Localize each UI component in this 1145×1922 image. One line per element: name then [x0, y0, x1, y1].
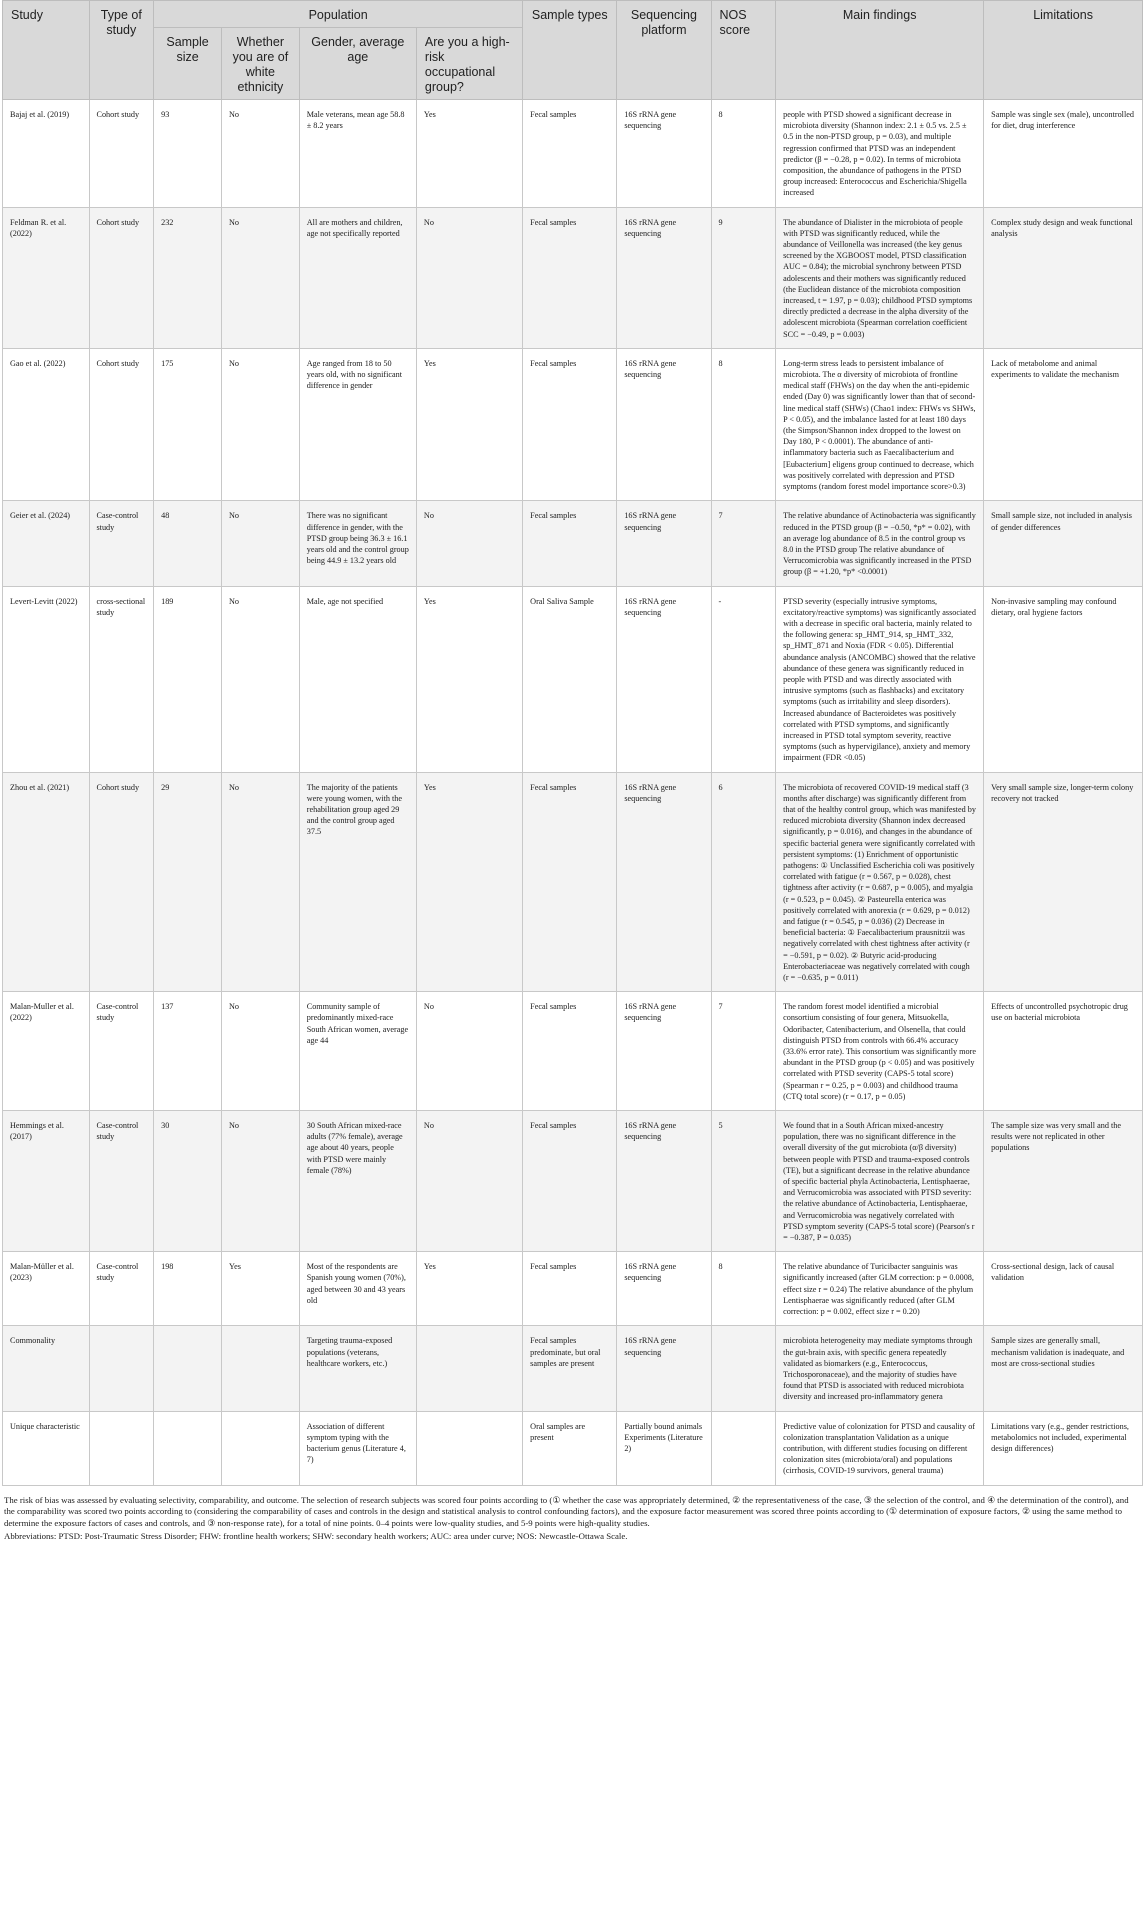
- cell-sample-types: Fecal samples: [523, 772, 617, 992]
- cell-sample-types: Oral samples are present: [523, 1411, 617, 1485]
- cell-occupational: Yes: [416, 100, 522, 208]
- cell-white: No: [222, 348, 300, 500]
- table-row: [3, 586, 1143, 772]
- cell-gender-age: 30 South African mixed-race adults (77% female), average age about 40 years, people with PTSD were mainly female (78%): [299, 1111, 416, 1252]
- header-gender-age: Gender, average age: [299, 28, 416, 100]
- cell-type: [89, 1326, 154, 1411]
- cell-limitations: Complex study design and weak functional analysis: [984, 207, 1143, 348]
- cell-occupational: Yes: [416, 772, 522, 992]
- cell-nos: 8: [711, 100, 776, 208]
- cell-nos: 9: [711, 207, 776, 348]
- cell-limitations: Sample was single sex (male), uncontrolled for diet, drug interference: [984, 100, 1143, 208]
- header-limitations: Limitations: [984, 1, 1143, 100]
- cell-limitations: Small sample size, not included in analysis of gender differences: [984, 501, 1143, 586]
- cell-findings: Long-term stress leads to persistent imbalance of microbiota. The α diversity of microbiota of frontline medical staff (FHWs) on the day when the anti-epidemic ended (Day 0) was significantly lower than that of second-line medical staff (SHWs) (Chao1 index: FHWs vs SHWs, P < 0.05), and the imbalance lasted for at least 180 days (the Simpson/Shannon index dropped to the lowest on Day 180, P < 0.0001). The abundance of anti-inflammatory bacteria such as Faecalibacterium and [Eubacterium] eligens group continued to decrease, which was positively correlated with depression and PTSD symptoms (random forest model importance score>0.3): [776, 348, 984, 500]
- cell-nos: 7: [711, 501, 776, 586]
- cell-sample-types: Fecal samples: [523, 207, 617, 348]
- cell-white: No: [222, 586, 300, 772]
- study-table: [2, 0, 1143, 1486]
- cell-occupational: No: [416, 501, 522, 586]
- abbreviations-note: Abbreviations: PTSD: Post-Traumatic Stress Disorder; FHW: frontline health workers; SHW: secondary health workers; AUC: area under curve; NOS: Newcastle-Ottawa Scale.: [4, 1531, 628, 1542]
- cell-findings: The microbiota of recovered COVID-19 medical staff (3 months after discharge) was significantly different from that of the healthy control group, which was manifested by reduced microbiota diversity (Shannon index decreased significantly, p = 0.016), and changes in the abundance of specific bacterial genera were significantly correlated with persistent symptoms: (1) Enrichment of opportunistic pathogens: ① Unclassified Escherichia coli was positively correlated with fatigue (r = 0.567, p = 0.028), chest tightness after activity (r = 0.687, p = 0.005), and myalgia (r = 0.523, p = 0.045). ② Pasteurella enterica was positively correlated with anorexia (r = 0.629, p = 0.012) and fatigue (r = 0.545, p = 0.036) (2) Decrease in beneficial bacteria: ① Faecalibacterium prausnitzii was negatively correlated with chest tightness after activity (r = −0.591, p = 0.02). ② Butyric acid-producing Enterobacteriaceae was negatively correlated with cough (r = −0.635, p = 0.011): [776, 772, 984, 992]
- table-row: [3, 992, 1143, 1111]
- cell-nos: 5: [711, 1111, 776, 1252]
- cell-limitations: Very small sample size, longer-term colony recovery not tracked: [984, 772, 1143, 992]
- cell-white: No: [222, 207, 300, 348]
- cell-study: Geier et al. (2024): [3, 501, 90, 586]
- cell-gender-age: Targeting trauma-exposed populations (veterans, healthcare workers, etc.): [299, 1326, 416, 1411]
- cell-sample-types: Fecal samples: [523, 1252, 617, 1326]
- cell-sample-size: 30: [154, 1111, 222, 1252]
- table-row: [3, 1111, 1143, 1252]
- cell-occupational: Yes: [416, 586, 522, 772]
- cell-platform: 16S rRNA gene sequencing: [617, 501, 711, 586]
- cell-occupational: No: [416, 992, 522, 1111]
- cell-study: Bajaj et al. (2019): [3, 100, 90, 208]
- cell-type: [89, 1411, 154, 1485]
- cell-sample-types: Fecal samples: [523, 501, 617, 586]
- cell-gender-age: Male veterans, mean age 58.8 ± 8.2 years: [299, 100, 416, 208]
- cell-findings: microbiota heterogeneity may mediate symptoms through the gut-brain axis, with specific genera repeatedly validated as biomarkers (e.g., Enterococcus, Trichosporonaceae), and the majority of studies have found that PTSD is associated with reduced microbiota diversity and increased pro-inflammatory genera: [776, 1326, 984, 1411]
- cell-nos: 7: [711, 992, 776, 1111]
- cell-nos: 6: [711, 772, 776, 992]
- table-row: [3, 772, 1143, 992]
- cell-sample-size: 29: [154, 772, 222, 992]
- cell-occupational: [416, 1326, 522, 1411]
- cell-type: Cohort study: [89, 207, 154, 348]
- cell-occupational: No: [416, 207, 522, 348]
- header-findings: Main findings: [776, 1, 984, 100]
- cell-nos: 8: [711, 1252, 776, 1326]
- cell-sample-size: 189: [154, 586, 222, 772]
- header-occupational: Are you a high-risk occupational group?: [416, 28, 522, 100]
- cell-type: Case-control study: [89, 1111, 154, 1252]
- cell-sample-size: 93: [154, 100, 222, 208]
- cell-occupational: Yes: [416, 348, 522, 500]
- table-row: [3, 1252, 1143, 1326]
- cell-sample-types: Fecal samples: [523, 1111, 617, 1252]
- cell-sample-types: Fecal samples: [523, 348, 617, 500]
- cell-white: No: [222, 1111, 300, 1252]
- header-platform: Sequencing platform: [617, 1, 711, 100]
- cell-gender-age: The majority of the patients were young women, with the rehabilitation group aged 29 and the control group aged 37.5: [299, 772, 416, 992]
- cell-sample-size: 175: [154, 348, 222, 500]
- cell-findings: We found that in a South African mixed-ancestry population, there was no significant difference in the overall diversity of the gut microbiota (α/β diversity) between people with PTSD and trauma-exposed controls (TE), but a significant decrease in the relative abundance of specific bacterial phyla Actinobacteria, Lentisphaerae, and Verrucomicrobia was associated with PTSD severity: the relative abundance of Actinobacteria, Lentisphaerae, and Verrucomicrobia was negatively correlated with PTSD symptom severity (CAPS-5 total score) (Pearson's r = −0.387, P = 0.035): [776, 1111, 984, 1252]
- cell-gender-age: Community sample of predominantly mixed-race South African women, average age 44: [299, 992, 416, 1111]
- header-white: Whether you are of white ethnicity: [222, 28, 300, 100]
- cell-platform: 16S rRNA gene sequencing: [617, 100, 711, 208]
- cell-white: No: [222, 772, 300, 992]
- table-body: [3, 100, 1143, 1486]
- cell-limitations: The sample size was very small and the results were not replicated in other populations: [984, 1111, 1143, 1252]
- cell-limitations: Non-invasive sampling may confound dietary, oral hygiene factors: [984, 586, 1143, 772]
- cell-findings: The relative abundance of Turicibacter sanguinis was significantly increased (after GLM correction: p = 0.0008, effect size r = 0.24) The relative abundance of the phylum Lentisphaerae was significantly reduced (after GLM correction: p = 0.002, effect size r = 0.20): [776, 1252, 984, 1326]
- table-footnotes: [2, 1495, 1143, 1543]
- cell-sample-size: 48: [154, 501, 222, 586]
- cell-gender-age: There was no significant difference in gender, with the PTSD group being 36.3 ± 16.1 years old and the control group being 44.9 ± 13.2 years old: [299, 501, 416, 586]
- cell-study: Unique characteristic: [3, 1411, 90, 1485]
- header-sample-size: Sample size: [154, 28, 222, 100]
- cell-platform: 16S rRNA gene sequencing: [617, 207, 711, 348]
- header-study: Study: [3, 1, 90, 100]
- cell-findings: The random forest model identified a microbial consortium consisting of four genera, Mitsuokella, Odoribacter, Catenibacterium, and Olsenella, that could distinguish PTSD from controls with 66.4% accuracy (33.6% error rate). This consortium was significantly more abundant in the PTSD group (p < 0.05) and was positively correlated with PTSD severity (CAPS-5 total score) (Spearman r = 0.25, p = 0.003) and childhood trauma (CTQ total score) (r = 0.17, p = 0.05): [776, 992, 984, 1111]
- cell-occupational: Yes: [416, 1252, 522, 1326]
- cell-study: Commonality: [3, 1326, 90, 1411]
- cell-study: Gao et al. (2022): [3, 348, 90, 500]
- bias-note: The risk of bias was assessed by evaluating selectivity, comparability, and outcome. The selection of research subjects was scored four points according to (① whether the case was appropriately determined, ② the representativeness of the case, ③ the selection of the control, and ④ the determination of the control), and the comparability was scored two points according to (considering the comparability of cases and controls in the design and statistical analysis to control confounding factors), and the exposure factor measurement was scored three points according to (① determination of exposure factors, ② using the same method to determine the exposure factors of cases and controls, and ③ non-response rate), for a total of nine points. 0–4 points were low-quality studies, and 5-9 points were high-quality studies.: [4, 1494, 1129, 1528]
- cell-sample-size: 198: [154, 1252, 222, 1326]
- cell-sample-types: Oral Saliva Sample: [523, 586, 617, 772]
- cell-limitations: Effects of uncontrolled psychotropic drug use on bacterial microbiota: [984, 992, 1143, 1111]
- cell-sample-types: Fecal samples predominate, but oral samples are present: [523, 1326, 617, 1411]
- cell-nos: -: [711, 586, 776, 772]
- table-row: [3, 348, 1143, 500]
- cell-sample-types: Fecal samples: [523, 992, 617, 1111]
- cell-white: [222, 1326, 300, 1411]
- cell-findings: people with PTSD showed a significant decrease in microbiota diversity (Shannon index: 2.1 ± 0.5 vs. 2.5 ± 0.5 in the non-PTSD group, p = 0.03), and multiple regression confirmed that PTSD was an independent predictor (β = −0.28, p = 0.02). In terms of microbiota composition, the abundance of pathogens in the PTSD group increased: Enterococcus and Escherichia/Shigella increased: [776, 100, 984, 208]
- cell-nos: [711, 1326, 776, 1411]
- table-row: [3, 1411, 1143, 1485]
- cell-gender-age: Most of the respondents are Spanish young women (70%), aged between 30 and 43 years old: [299, 1252, 416, 1326]
- cell-study: Malan-Muller et al. (2022): [3, 992, 90, 1111]
- table-row: [3, 501, 1143, 586]
- cell-gender-age: Male, age not specified: [299, 586, 416, 772]
- table-row: [3, 1326, 1143, 1411]
- cell-type: Case-control study: [89, 992, 154, 1111]
- cell-limitations: Lack of metabolome and animal experiments to validate the mechanism: [984, 348, 1143, 500]
- cell-study: Zhou et al. (2021): [3, 772, 90, 992]
- cell-platform: 16S rRNA gene sequencing: [617, 992, 711, 1111]
- header-nos: NOS score: [711, 1, 776, 100]
- cell-gender-age: Age ranged from 18 to 50 years old, with no significant difference in gender: [299, 348, 416, 500]
- table-row: [3, 100, 1143, 208]
- cell-sample-size: 137: [154, 992, 222, 1111]
- cell-type: Cohort study: [89, 772, 154, 992]
- cell-occupational: [416, 1411, 522, 1485]
- cell-findings: PTSD severity (especially intrusive symptoms, excitatory/reactive symptoms) was significantly associated with a decrease in specific oral bacteria, mainly related to the following genera: sp_HMT_914, sp_HMT_332, sp_HMT_871 and Noxia (FDR < 0.05). Differential abundance analysis (ANCOMBC) showed that the relative abundance of these genera was significantly reduced in people with PTSD and was directly associated with intrusive symptoms (such as flashbacks) and excitatory symptoms (such as irritability and sleep disorders). Increased abundance of Bacteroidetes was positively correlated with PTSD symptoms, and significantly increased in PTSD total symptom severity, reactive symptoms (such as hypervigilance), anxiety and memory impairment (FDR <0.05): [776, 586, 984, 772]
- cell-limitations: Limitations vary (e.g., gender restrictions, metabolomics not included, experimental design differences): [984, 1411, 1143, 1485]
- cell-type: Case-control study: [89, 1252, 154, 1326]
- cell-white: No: [222, 992, 300, 1111]
- cell-nos: [711, 1411, 776, 1485]
- cell-study: Hemmings et al. (2017): [3, 1111, 90, 1252]
- cell-sample-size: [154, 1326, 222, 1411]
- header-type: Type of study: [89, 1, 154, 100]
- cell-white: No: [222, 100, 300, 208]
- cell-findings: Predictive value of colonization for PTSD and causality of colonization transplantation Validation as a unique contribution, with different studies focusing on different colonization sites (microbiota/oral) and populations (cirrhosis, COVID-19 survivors, general trauma): [776, 1411, 984, 1485]
- cell-study: Malan-Müller et al. (2023): [3, 1252, 90, 1326]
- header-population: Population: [154, 1, 523, 28]
- cell-gender-age: All are mothers and children, age not specifically reported: [299, 207, 416, 348]
- cell-platform: Partially bound animals Experiments (Literature 2): [617, 1411, 711, 1485]
- cell-occupational: No: [416, 1111, 522, 1252]
- cell-sample-size: [154, 1411, 222, 1485]
- cell-nos: 8: [711, 348, 776, 500]
- cell-white: Yes: [222, 1252, 300, 1326]
- header-row: [3, 1, 1143, 28]
- cell-platform: 16S rRNA gene sequencing: [617, 1326, 711, 1411]
- cell-platform: 16S rRNA gene sequencing: [617, 1252, 711, 1326]
- cell-limitations: Sample sizes are generally small, mechanism validation is inadequate, and most are cross-sectional studies: [984, 1326, 1143, 1411]
- table-row: [3, 207, 1143, 348]
- cell-gender-age: Association of different symptom typing with the bacterium genus (Literature 4, 7): [299, 1411, 416, 1485]
- cell-sample-size: 232: [154, 207, 222, 348]
- cell-type: Cohort study: [89, 348, 154, 500]
- cell-type: cross-sectional study: [89, 586, 154, 772]
- cell-findings: The relative abundance of Actinobacteria was significantly reduced in the PTSD group (β = −0.50, *p* = 0.02), with an average log abundance of 8.5 in the control group vs 8.0 in the PTSD group The relative abundance of Verrucomicrobia was significantly increased in the PTSD group (β = +1.20, *p* <0.0001): [776, 501, 984, 586]
- cell-platform: 16S rRNA gene sequencing: [617, 772, 711, 992]
- cell-type: Case-control study: [89, 501, 154, 586]
- cell-study: Feldman R. et al. (2022): [3, 207, 90, 348]
- cell-findings: The abundance of Dialister in the microbiota of people with PTSD was significantly reduced, while the abundance of Veillonella was increased (the key genus screened by the XGBOOST model, PTSD classification AUC = 0.84); the microbial synchrony between PTSD adolescents and their mothers was significantly reduced (the Euclidean distance of the microbiota composition increased, t = 1.97, p = 0.03); childhood PTSD symptoms directly predicted a decrease in the alpha diversity of the adolescent microbiota (Spearman correlation coefficient SCC = −0.49, p = 0.003): [776, 207, 984, 348]
- cell-white: No: [222, 501, 300, 586]
- cell-type: Cohort study: [89, 100, 154, 208]
- cell-platform: 16S rRNA gene sequencing: [617, 586, 711, 772]
- cell-sample-types: Fecal samples: [523, 100, 617, 208]
- cell-white: [222, 1411, 300, 1485]
- cell-limitations: Cross-sectional design, lack of causal validation: [984, 1252, 1143, 1326]
- header-sample-types: Sample types: [523, 1, 617, 100]
- cell-platform: 16S rRNA gene sequencing: [617, 348, 711, 500]
- cell-study: Levert-Levitt (2022): [3, 586, 90, 772]
- cell-platform: 16S rRNA gene sequencing: [617, 1111, 711, 1252]
